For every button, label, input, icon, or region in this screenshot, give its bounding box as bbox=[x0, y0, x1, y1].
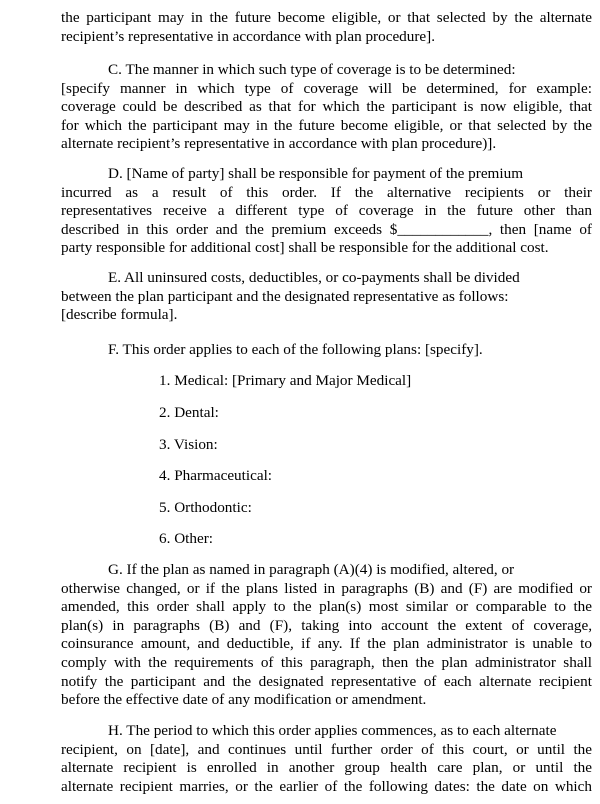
list-item-medical: 1. Medical: [Primary and Major Medical] bbox=[159, 372, 412, 389]
text-line: [describe formula]. bbox=[61, 306, 178, 324]
text-line: for which the participant may in the future become eligible, or that selected by the bbox=[61, 116, 592, 134]
text-line: the participant may in the future become eligible, or that selected by the alternate bbox=[61, 9, 592, 26]
paragraph-c bbox=[61, 61, 592, 154]
text-line: coinsurance amount, and deductible, if any. If the plan administrator is unable to bbox=[61, 635, 592, 653]
text-line: notify the participant and the designated representative of each alternate recipient bbox=[61, 672, 592, 690]
list-item-vision: 3. Vision: bbox=[159, 436, 218, 453]
text-line: between the plan participant and the designated representative as follows: bbox=[61, 287, 509, 305]
text-line: D. [Name of party] shall be responsible for payment of the premium bbox=[108, 165, 524, 182]
text-line: G. If the plan as named in paragraph (A)(4) is modified, altered, or bbox=[108, 561, 515, 578]
text-line: recipient, on [date], and continues until further order of this court, or until the bbox=[61, 740, 592, 758]
text-line: recipient’s representative in accordance with plan procedure]. bbox=[61, 27, 436, 45]
paragraph-intro bbox=[61, 9, 592, 46]
text-line: [specify manner in which type of coverage will be determined, for example: bbox=[61, 79, 592, 97]
text-line: E. All uninsured costs, deductibles, or co-payments shall be divided bbox=[108, 269, 520, 286]
text-line: described in this order and the premium exceeds $____________, then [name of bbox=[61, 220, 592, 238]
text-line: F. This order applies to each of the following plans: [specify]. bbox=[108, 341, 483, 358]
text-line: alternate recipient’s representative in accordance with plan procedure)]. bbox=[61, 135, 497, 153]
paragraph-e bbox=[61, 269, 592, 325]
paragraph-g bbox=[61, 561, 592, 710]
paragraph-d bbox=[61, 165, 592, 258]
text-line: representatives receive a different type of coverage in the future other than bbox=[61, 202, 592, 220]
paragraph-h bbox=[61, 722, 592, 796]
text-line: party responsible for additional cost] shall be responsible for the additional cost. bbox=[61, 239, 549, 257]
text-line: alternate recipient marries, or the earlier of the following dates: the date on which bbox=[61, 777, 592, 795]
text-line: alternate recipient is enrolled in another group health care plan, or until the bbox=[61, 759, 592, 777]
text-line: plan(s) in paragraphs (B) and (F), taking into account the extent of coverage, bbox=[61, 616, 592, 634]
text-line: coverage could be described as that for which the participant is now eligible, that bbox=[61, 98, 592, 116]
text-line: otherwise changed, or if the plans listed in paragraphs (B) and (F) are modified or bbox=[61, 579, 592, 597]
text-line: comply with the requirements of this paragraph, then the plan administrator shall bbox=[61, 653, 592, 671]
text-line: amended, this order shall apply to the plan(s) most similar or comparable to the bbox=[61, 598, 592, 616]
list-item-orthodontic: 5. Orthodontic: bbox=[159, 499, 252, 516]
text-line: C. The manner in which such type of coverage is to be determined: bbox=[108, 61, 516, 78]
list-item-other: 6. Other: bbox=[159, 530, 213, 547]
list-item-dental: 2. Dental: bbox=[159, 404, 219, 421]
text-line: before the effective date of any modification or amendment. bbox=[61, 691, 427, 709]
text-line: incurred as a result of this order. If the alternative recipients or their bbox=[61, 183, 592, 201]
paragraph-f bbox=[61, 341, 592, 360]
list-item-pharmaceutical: 4. Pharmaceutical: bbox=[159, 467, 273, 484]
text-line: H. The period to which this order applies commences, as to each alternate bbox=[108, 722, 557, 739]
